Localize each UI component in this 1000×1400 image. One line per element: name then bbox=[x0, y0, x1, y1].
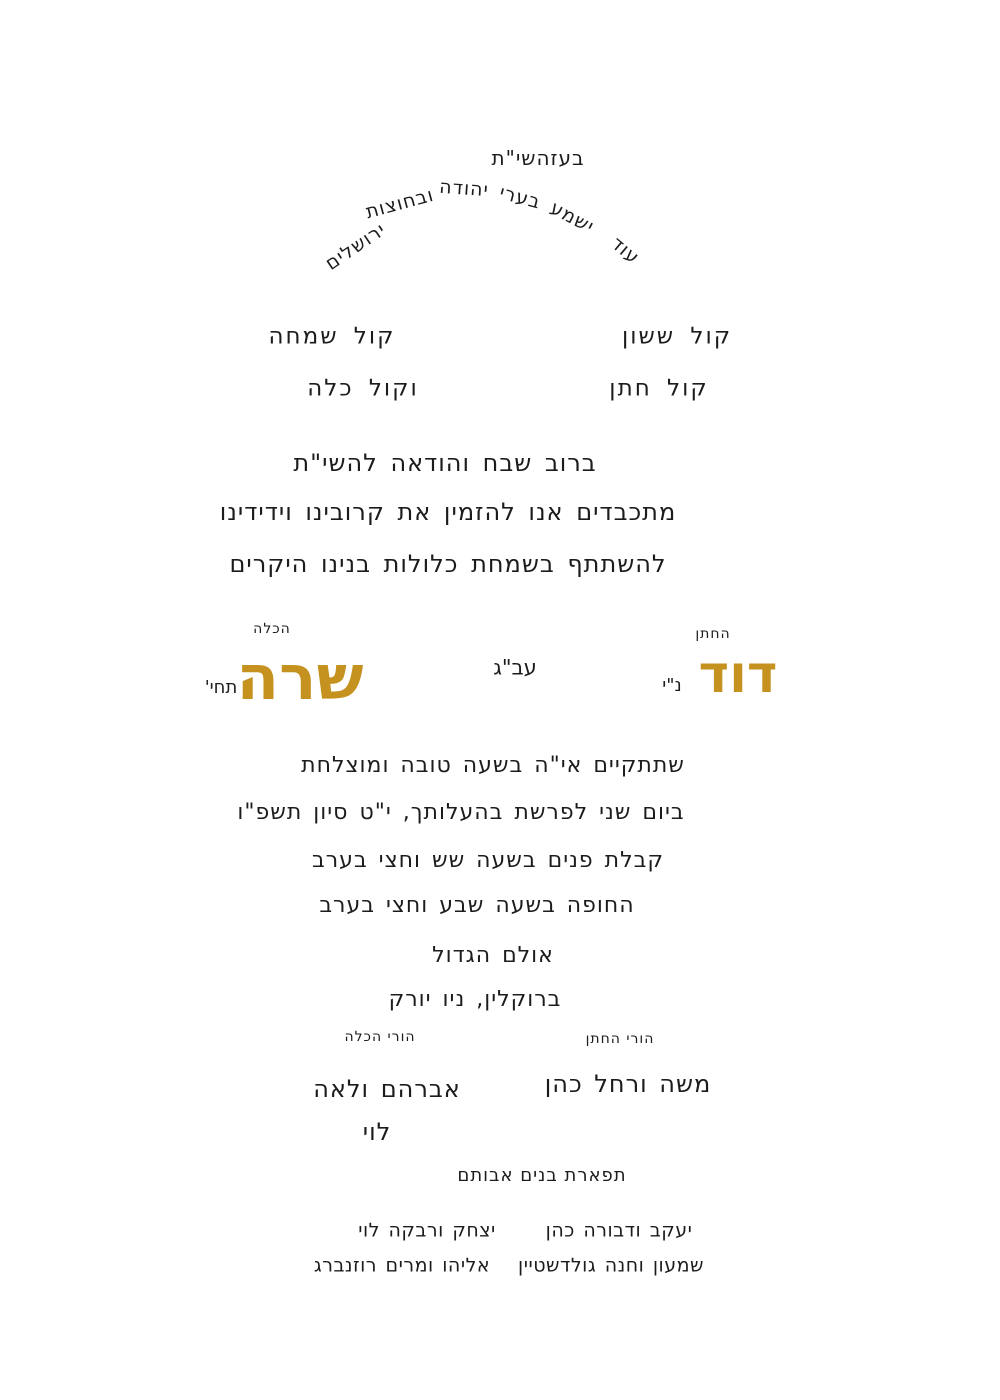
grandparents-row1-right: יעקב ודבורה כהן bbox=[545, 1219, 693, 1242]
details-hall-line: אולם הגדול bbox=[432, 943, 554, 968]
bride-parents-name: אברהם ולאה bbox=[313, 1075, 461, 1103]
voice-sasson: קול ששון bbox=[621, 323, 733, 350]
arch-word-5: ובחוצות bbox=[363, 183, 437, 224]
voice-kallah: וקול כלה bbox=[307, 375, 419, 402]
top-blessing: בעזהשי"ת bbox=[491, 146, 585, 170]
details-date-line: ביום שני לפרשת בהעלותך, י"ט סיון תשפ"ו bbox=[237, 800, 685, 825]
bride-label: הכלה bbox=[253, 621, 291, 637]
grandparents-title: תפארת בנים אבותם bbox=[457, 1165, 627, 1186]
grandparents-row2-left: אליהו ומרים רוזנברג bbox=[313, 1254, 491, 1277]
groom-name: דוד bbox=[698, 645, 778, 705]
bride-honorific: תחי' bbox=[204, 677, 238, 698]
details-reception-line: קבלת פנים בשעה שש וחצי בערב bbox=[312, 848, 664, 873]
details-chuppah-line: החופה בשעה שבע וחצי בערב bbox=[319, 893, 635, 918]
voice-simcha: קול שמחה bbox=[268, 323, 396, 350]
voice-chatan: קול חתן bbox=[609, 375, 709, 402]
invitation-line-2: מתכבדים אנו להזמין את קרובינו וידידינו bbox=[219, 498, 677, 526]
bride-parents-label: הורי הכלה bbox=[344, 1029, 416, 1045]
details-blessing-line: שתתקיים אי"ה בשעה טובה ומוצלחת bbox=[301, 753, 685, 778]
invitation-line-1: ברוב שבח והודאה להשי"ת bbox=[293, 449, 597, 477]
arch-word-6: ירושלים bbox=[321, 218, 391, 275]
grandparents-row2-right: שמעון וחנה גולדשטיין bbox=[518, 1254, 704, 1277]
details-city-line: ברוקלין, ניו יורק bbox=[388, 987, 562, 1012]
arch-word-4: יהודה bbox=[438, 175, 490, 202]
arch-word-2: ישמע bbox=[546, 196, 598, 239]
bride-parents-surname: לוי bbox=[362, 1118, 392, 1146]
grandparents-row1-left: יצחק ורבקה לוי bbox=[358, 1219, 496, 1242]
groom-parents-label: הורי החתן bbox=[585, 1031, 655, 1047]
groom-honorific: נ"י bbox=[662, 675, 682, 696]
invitation-line-3: להשתתף בשמחת כלולות בנינו היקרים bbox=[229, 550, 667, 578]
arch-word-1: עוד bbox=[606, 232, 645, 269]
couple-separator: עב"ג bbox=[493, 655, 537, 680]
arch-word-3: בערי bbox=[497, 181, 544, 214]
bride-name: שרה bbox=[236, 641, 364, 714]
groom-label: החתן bbox=[695, 626, 731, 642]
groom-parents-name: משה ורחל כהן bbox=[544, 1070, 712, 1098]
